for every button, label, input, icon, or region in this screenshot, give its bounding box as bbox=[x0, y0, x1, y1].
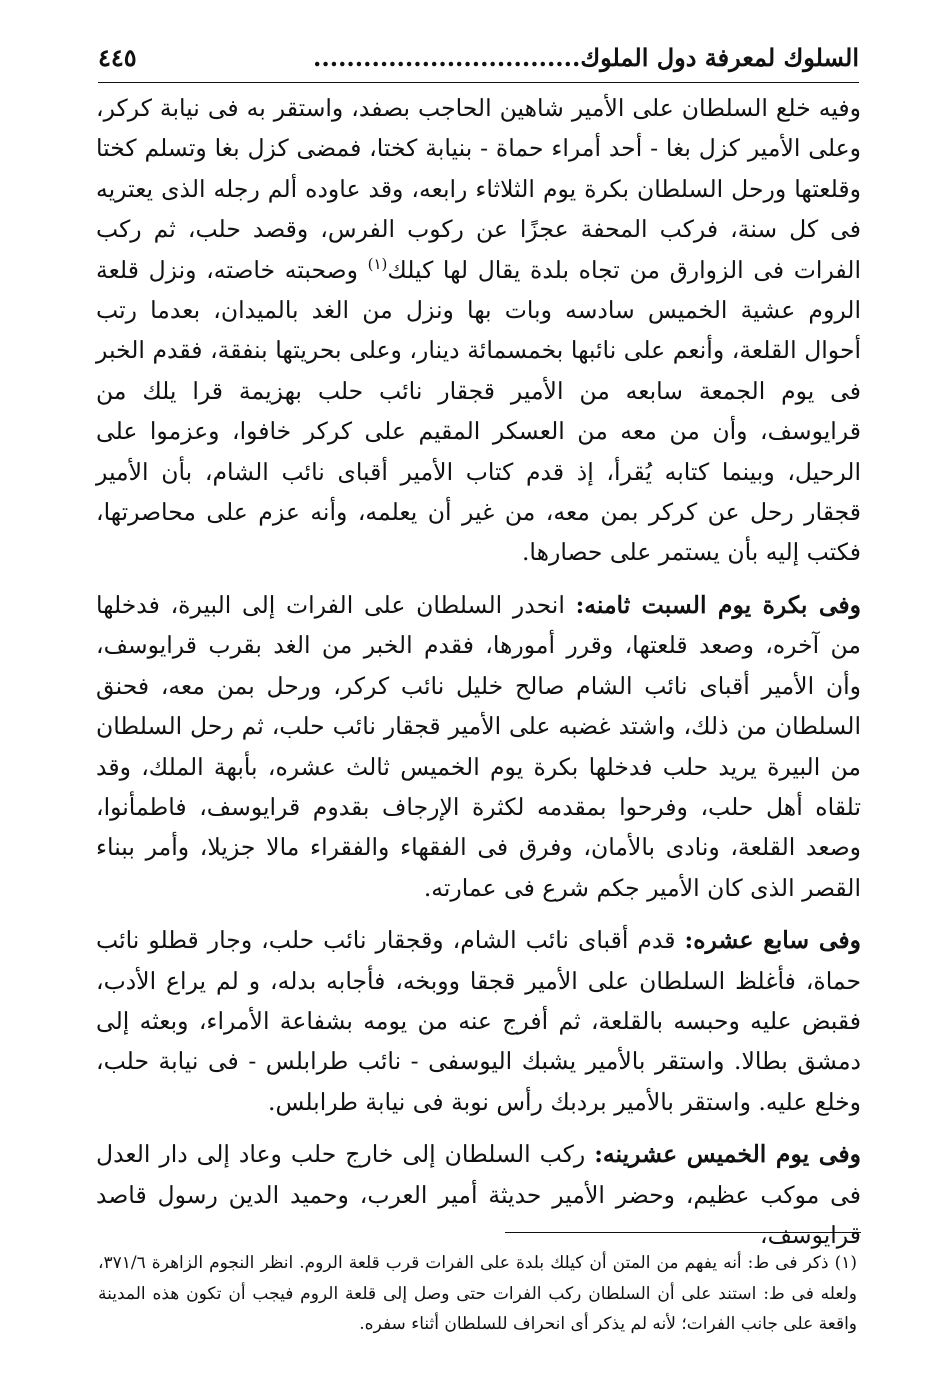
title-dot-leader: ................................ bbox=[313, 42, 581, 72]
running-title bbox=[313, 43, 859, 72]
paragraph-text-continued: وصحبته خاصته، ونزل قلعة الروم عشية الخميس سادسه وبات بها ونزل من الغد بالميدان، بعدما رتب أحوال القلعة، وأنعم على نائبها بخمسمائة دينار، وعلى بحريتها بنفقة، فقدم الخبر فى يوم الجمعة سابعه من الأمير قجقار نائب حلب بهزيمة قرا يلك من قرايوسف، وأن من معه من العسكر المقيم على كركر خافوا، وعزموا على الرحيل، وبينما كتابه يُقرأ، إذ قدم كتاب الأمير أقباى نائب الشام، بأن الأمير قجقار رحل عن كركر بمن معه، من غير أن يعلمه، وأنه عزم على محاصرتها، فكتب إليه بأن يستمر على حصارها. bbox=[96, 255, 861, 567]
paragraph bbox=[96, 1134, 861, 1255]
paragraph-lead-date: وفى يوم الخميس عشرينه: bbox=[594, 1140, 861, 1169]
paragraph bbox=[96, 585, 861, 908]
paragraph-text: وفيه خلع السلطان على الأمير شاهين الحاجب بصفد، واستقر به فى نيابة كركر، وعلى الأمير كزل بغا - أحد أمراء حماة - بنيابة كختا، فمضى كزل بغا وتسلم كختا وقلعتها ورحل السلطان بكرة يوم الثلاثاء رابعه، وقد عاوده ألم رجله الذى يعتريه فى كل سنة، فركب المحفة عجزًا عن ركوب الفرس، وقصد حلب، ثم ركب الفرات فى الزوارق من تجاه بلدة يقال لها كيلك bbox=[96, 94, 861, 284]
book-title: السلوك لمعرفة دول الملوك bbox=[580, 42, 859, 72]
main-text bbox=[96, 88, 861, 1255]
paragraph-lead-date: وفى بكرة يوم السبت ثامنه: bbox=[575, 590, 861, 619]
running-header bbox=[98, 32, 859, 83]
footnote-reference: (١) bbox=[367, 254, 388, 273]
paragraph-text: ركب السلطان إلى خارج حلب وعاد إلى دار العدل فى موكب عظيم، وحضر الأمير حديثة أمير العرب، وحميد الدين رسول قاصد قرايوسف، bbox=[96, 1140, 861, 1249]
paragraph bbox=[96, 88, 861, 573]
page-number: ٤٤٥ bbox=[98, 42, 137, 72]
footnote: (١) ذكر فى ط: أنه يفهم من المتن أن كيلك بلدة على الفرات قرب قلعة الروم. انظر النجوم الزاهرة ٣٧١/٦، ولعله فى ط: استند على أن السلطان ركب الفرات حتى وصل إلى قلعة الروم فيجب أن تكون هذه المدينة واقعة على جانب الفرات؛ لأنه لم يذكر أى انحراف للسلطان أثناء سفره. bbox=[98, 1253, 857, 1334]
footnotes bbox=[98, 1248, 857, 1340]
paragraph-text: قدم أقباى نائب الشام، وقجقار نائب حلب، وجار قطلو نائب حماة، فأغلظ السلطان على الأمير قجقا ووبخه، فأجابه بدله، و لم يراع الأدب، فقبض عليه وحبسه بالقلعة، ثم أفرج عنه من يومه بشفاعة الأمراء، وبعثه إلى دمشق بطالا. واستقر بالأمير يشبك اليوسفى - نائب طرابلس - فى نيابة حلب، وخلع عليه. واستقر بالأمير بردبك رأس نوبة فى نيابة طرابلس. bbox=[96, 926, 861, 1116]
paragraph-lead-date: وفى سابع عشره: bbox=[684, 926, 861, 955]
paragraph bbox=[96, 920, 861, 1122]
paragraph-text: انحدر السلطان على الفرات إلى البيرة، فدخلها من آخره، وصعد قلعتها، وقرر أمورها، فقدم الخبر من الغد بقرب قرايوسف، وأن الأمير أقباى نائب الشام صالح خليل نائب كركر، ورحل بمن معه، فحنق السلطان من ذلك، واشتد غضبه على الأمير قجقار نائب حلب، ثم رحل السلطان من البيرة يريد حلب فدخلها بكرة يوم الخميس ثالث عشره، بأبهة الملك، وقد تلقاه أهل حلب، وفرحوا بمقدمه لكثرة الإرجاف بقدوم قرايوسف، فاطمأنوا، وصعد القلعة، ونادى بالأمان، وفرق فى الفقهاء والفقراء مالا جزيلا، وأمر ببناء القصر الذى كان الأمير جكم شرع فى عمارته. bbox=[96, 590, 861, 902]
footnote-divider bbox=[505, 1232, 861, 1233]
